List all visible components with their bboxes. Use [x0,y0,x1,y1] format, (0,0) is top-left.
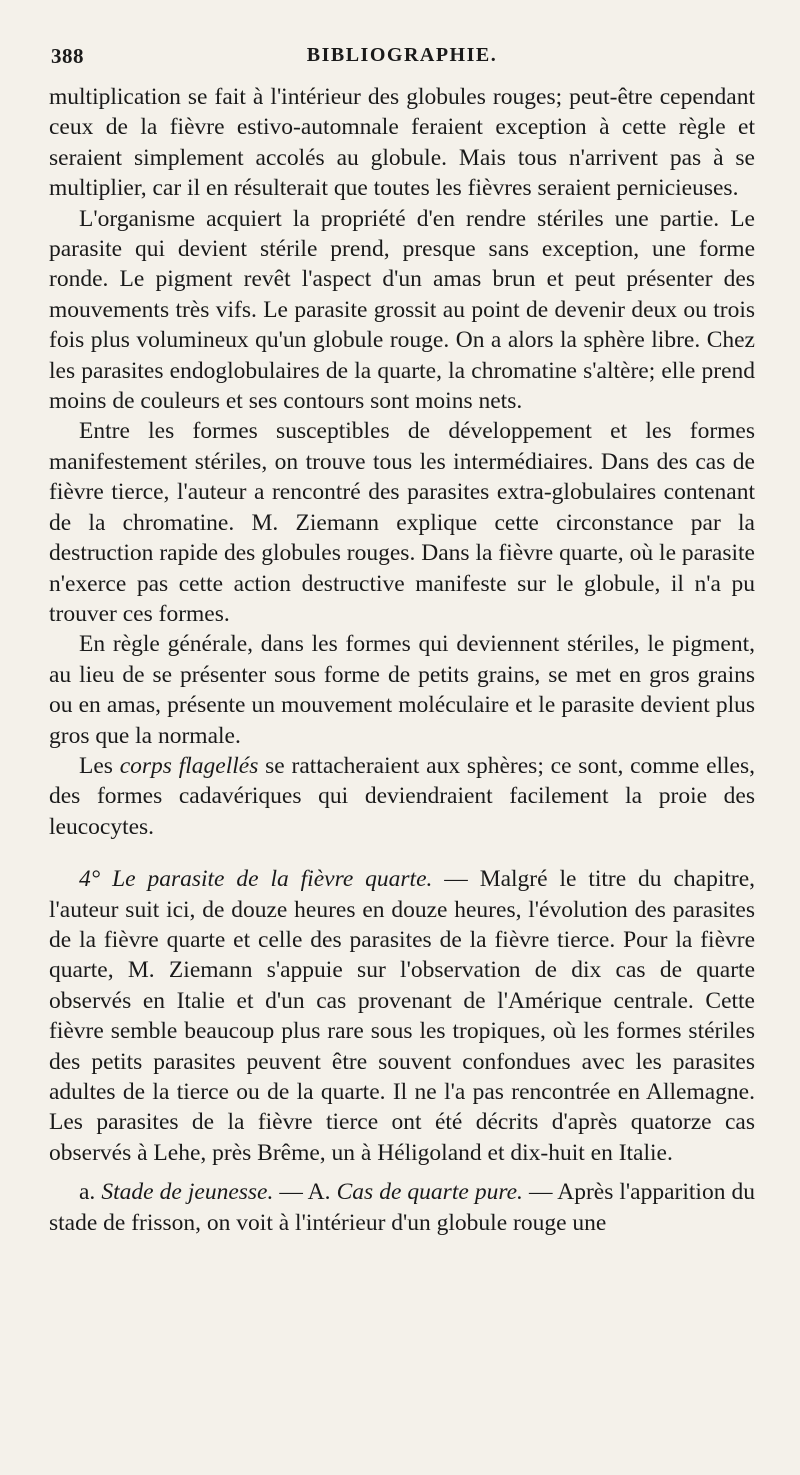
paragraph-2: L'organisme acquiert la propriété d'en rendre stériles une partie. Le parasite qui devient stérile prend, presque sans exception, une forme ronde. Le pigment revêt l'aspect d'un amas brun et peut présenter des mouvements très vifs. Le parasite grossit au point de devenir deux ou trois fois plus volumineux qu'un globule rouge. On a alors la sphère libre. Chez les parasites endoglobulaires de la quarte, la chromatine s'altère; elle prend moins de couleurs et ses contours sont moins nets. [49,205,755,415]
subsection-title: Stade de jeunesse. [101,1179,274,1206]
paragraph-5-rest: se rattacheraient aux sphères; ce sont, comme elles, des formes cadavériques qui deviendraient facilement la proie des leucocytes. [49,752,756,840]
paragraph-5-italic-term: corps flagellés [119,752,259,779]
paragraph-3: Entre les formes susceptibles de développement et les formes manifestement stériles, on trouve tous les intermédiaires. Dans des cas de fièvre tierce, l'auteur a rencontré des parasites extra-globulaires contenant de la chromatine. M. Ziemann explique cette circonstance par la destruction rapide des globules rouges. Dans la fièvre quarte, où le parasite n'exerce pas cette action destructive manifeste sur le globule, il n'a pu trouver ces formes. [49,418,755,627]
subsection-text: — Après l'apparition du stade de frisson, on voit à l'intérieur d'un globule rouge une [49,1179,755,1236]
subsection-label: a. [79,1179,96,1206]
section-number: 4° [79,866,101,893]
page-header [49,38,755,72]
paragraph-1: multiplication se fait à l'intérieur des globules rouges; peut-être cependant ceux de la fièvre estivo-automnale feraient exception à cette règle et seraient simplement accolés au globule. Mais tous n'arrivent pas à se multiplier, car il en résulterait que toutes les fièvres seraient pernicieuses. [49,84,755,202]
subsection-case-title: Cas de quarte pure. [336,1179,523,1206]
section-4-paragraph [49,864,755,1168]
body-text [49,82,755,1238]
paragraph-4: En règle générale, dans les formes qui deviennent stériles, le pigment, au lieu de se présenter sous forme de petits grains, se met en gros grains ou en amas, présente un mouvement moléculaire et le parasite devient plus gros que la normale. [49,631,755,749]
page-number: 388 [51,44,84,68]
section-4-text: — Malgré le titre du chapitre, l'auteur suit ici, de douze heures en douze heures, l'évolution des parasites de la fièvre quarte et celle des parasites de la fièvre tierce. Pour la fièvre quarte, M. Ziemann s'appuie sur l'observation de dix cas de quarte observés en Italie et d'un cas provenant de l'Amérique centrale. Cette fièvre semble beaucoup plus rare sous les tropiques, où les formes stériles des petits parasites peuvent être souvent confondues avec les parasites adultes de la tierce ou de la quarte. Il ne l'a pas rencontrée en Allemagne. Les parasites de la fièvre tierce ont été décrits d'après quatorze cas observés à Lehe, près Brême, un à Héligoland et dix-huit en Italie. [49,866,756,1166]
section-title: Le parasite de la fièvre quarte. [112,866,433,893]
paragraph-5-lead: Les [79,752,120,779]
subsection-a-paragraph [49,1177,755,1238]
paragraph-5 [49,751,755,842]
running-title: BIBLIOGRAPHIE. [306,44,498,66]
subsection-connector: — A. [273,1179,337,1206]
